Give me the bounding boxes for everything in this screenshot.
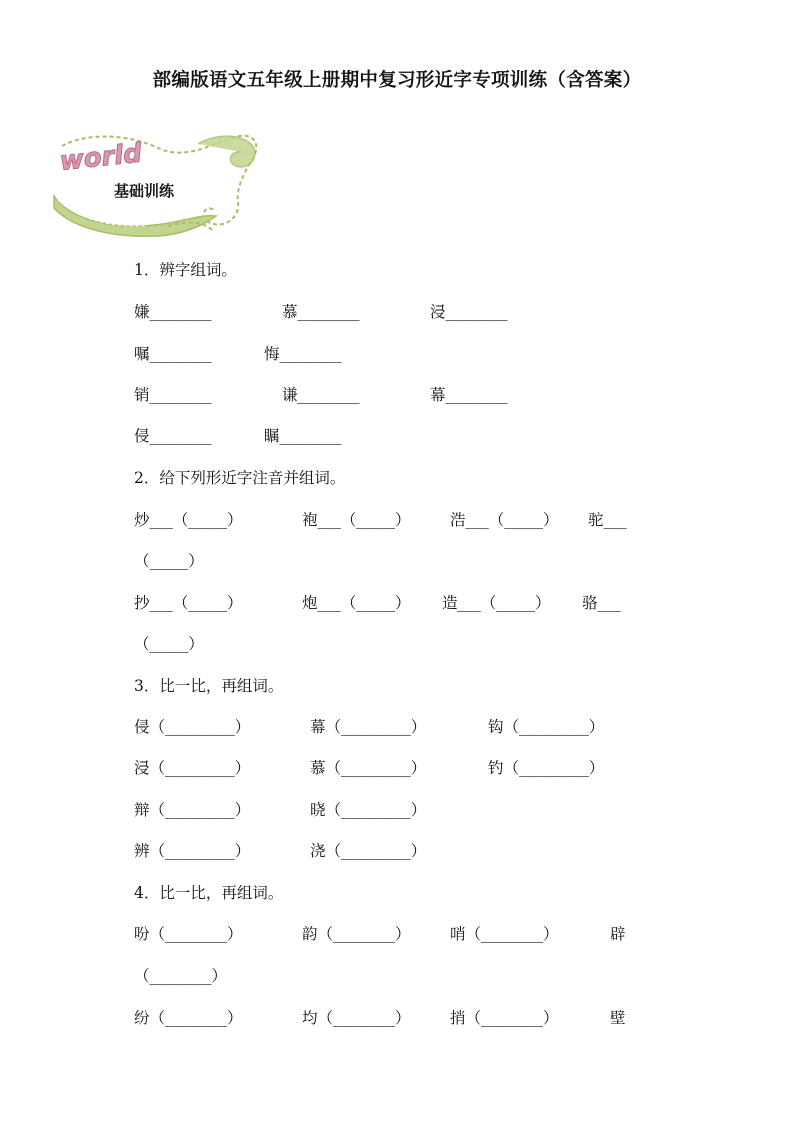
exercise-item: 1．辨字组词。 bbox=[134, 261, 237, 279]
document-title: 部编版语文五年级上册期中复习形近字专项训练（含答案） bbox=[152, 70, 642, 91]
exercise-line bbox=[134, 756, 754, 780]
exercise-item: 嫌________ bbox=[134, 303, 212, 321]
exercise-item: 抄___（_____） bbox=[134, 594, 243, 612]
exercise-item: 炮___（_____） bbox=[302, 594, 411, 612]
exercise-item: 晓（_________） bbox=[310, 801, 427, 819]
exercise-item: 均（________） bbox=[302, 1009, 411, 1027]
exercise-line bbox=[134, 1006, 754, 1030]
exercise-item: 钩（_________） bbox=[488, 718, 605, 736]
exercise-item: 浩___（_____） bbox=[450, 511, 559, 529]
exercise-item: 驼___ bbox=[588, 511, 627, 529]
exercise-line bbox=[134, 964, 754, 988]
exercise-item: 辟 bbox=[610, 925, 626, 943]
exercise-item: 幕（_________） bbox=[310, 718, 427, 736]
exercise-item: 骆___ bbox=[582, 594, 621, 612]
exercise-line bbox=[134, 300, 754, 324]
exercise-item: 哨（________） bbox=[450, 925, 559, 943]
exercise-item: 谦________ bbox=[282, 386, 360, 404]
exercise-item: 袍___（_____） bbox=[302, 511, 411, 529]
exercise-item: 浇（_________） bbox=[310, 842, 427, 860]
exercise-item: 壁 bbox=[610, 1009, 626, 1027]
exercise-item: 4．比一比，再组词。 bbox=[134, 884, 284, 902]
exercise-item: 辨（_________） bbox=[134, 842, 251, 860]
exercise-item: 侵________ bbox=[134, 427, 212, 445]
exercise-line bbox=[134, 715, 754, 739]
exercise-item: 2．给下列形近字注音并组词。 bbox=[134, 469, 346, 487]
exercise-item: 钓（_________） bbox=[488, 759, 605, 777]
exercise-line bbox=[134, 466, 754, 490]
exercise-item: 幕________ bbox=[430, 386, 508, 404]
exercise-line bbox=[134, 839, 754, 863]
exercise-item: （_____） bbox=[134, 635, 204, 653]
exercise-item: 浸（_________） bbox=[134, 759, 251, 777]
section-label: 基础训练 bbox=[114, 182, 175, 200]
world-word: world bbox=[58, 138, 144, 177]
exercise-item: 捎（________） bbox=[450, 1009, 559, 1027]
exercise-line bbox=[134, 424, 754, 448]
exercise-line bbox=[134, 549, 754, 573]
exercise-item: 侵（_________） bbox=[134, 718, 251, 736]
exercise-item: 韵（________） bbox=[302, 925, 411, 943]
exercise-item: 纷（________） bbox=[134, 1009, 243, 1027]
exercise-line bbox=[134, 881, 754, 905]
exercise-item: 浸________ bbox=[430, 303, 508, 321]
exercise-item: （_____） bbox=[134, 552, 204, 570]
exercise-line bbox=[134, 508, 754, 532]
exercise-line bbox=[134, 798, 754, 822]
exercise-item: 悔________ bbox=[264, 345, 342, 363]
exercise-line bbox=[134, 591, 754, 615]
exercise-item: （________） bbox=[134, 967, 228, 985]
exercise-line bbox=[134, 383, 754, 407]
exercise-item: 辩（_________） bbox=[134, 801, 251, 819]
exercise-item: 销________ bbox=[134, 386, 212, 404]
exercise-item: 嘱________ bbox=[134, 345, 212, 363]
exercise-item: 吩（________） bbox=[134, 925, 243, 943]
exercise-item: 造___（_____） bbox=[442, 594, 551, 612]
exercise-item: 慕（_________） bbox=[310, 759, 427, 777]
exercise-line bbox=[134, 674, 754, 698]
exercise-line bbox=[134, 632, 754, 656]
exercise-item: 瞩________ bbox=[264, 427, 342, 445]
exercise-line bbox=[134, 342, 754, 366]
exercise-line bbox=[134, 922, 754, 946]
exercise-item: 3．比一比，再组词。 bbox=[134, 677, 284, 695]
exercise-item: 慕________ bbox=[282, 303, 360, 321]
exercise-item: 炒___（_____） bbox=[134, 511, 243, 529]
exercise-line bbox=[134, 258, 754, 282]
